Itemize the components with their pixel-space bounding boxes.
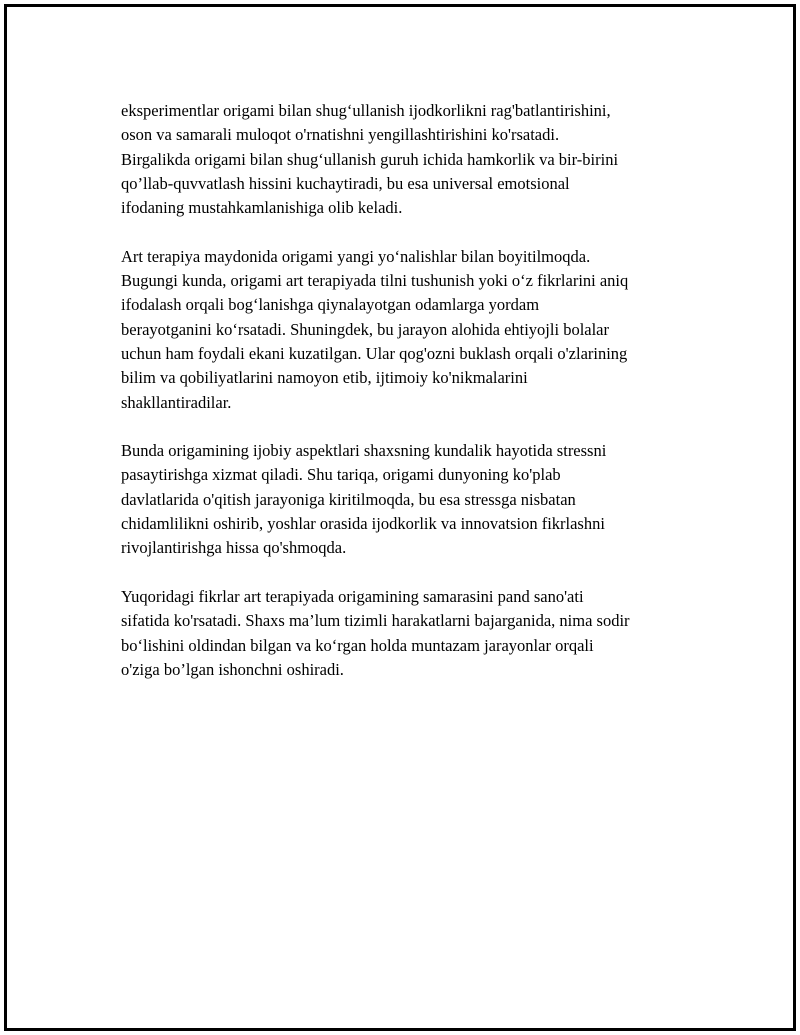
- text-line: ifodaning mustahkamlanishiga olib keladi.: [121, 198, 403, 218]
- text-line: berayotganini ko‘rsatadi. Shuningdek, bu jarayon alohida ehtiyojli bolalar: [121, 319, 609, 339]
- paragraph-2: [121, 245, 681, 415]
- paragraph-1: [121, 99, 681, 220]
- text-line: Birgalikda origami bilan shug‘ullanish guruh ichida hamkorlik va bir-birini: [121, 149, 619, 169]
- text-line: chidamlilikni oshirib, yoshlar orasida ijodkorlik va innovatsion fikrlashni: [121, 514, 605, 534]
- text-line: rivojlantirishga hissa qo'shmoqda.: [121, 538, 347, 558]
- text-line: eksperimentlar origami bilan shug‘ullanish ijodkorlikni rag'batlantirishini,: [121, 101, 611, 120]
- text-line: oson va samarali muloqot o'rnatishni yengillashtirishini ko'rsatadi.: [121, 125, 560, 145]
- text-line: ifodalash orqali bog‘lanishga qiynalayotgan odamlarga yordam: [121, 295, 540, 315]
- text-line: Art terapiya maydonida origami yangi yo‘nalishlar bilan boyitilmoqda.: [121, 246, 591, 266]
- text-line: bilim va qobiliyatlarini namoyon etib, ijtimoiy ko'nikmalarini: [121, 368, 528, 388]
- text-line: bo‘lishini oldindan bilgan va ko‘rgan holda muntazam jarayonlar orqali: [121, 635, 594, 655]
- text-line: qo’llab-quvvatlash hissini kuchaytiradi, bu esa universal emotsional: [121, 173, 570, 193]
- paragraph-4: [121, 585, 681, 682]
- text-line: o'ziga bo’lgan ishonchni oshiradi.: [121, 659, 344, 679]
- document-body: [121, 99, 681, 706]
- text-line: shakllantiradilar.: [121, 392, 232, 412]
- text-line: uchun ham foydali ekani kuzatilgan. Ular qog'ozni buklash orqali o'zlarining: [121, 343, 628, 363]
- text-line: pasaytirishga xizmat qiladi. Shu tariqa, origami dunyoning ko'plab: [121, 465, 561, 485]
- text-line: davlatlarida o'qitish jarayoniga kiritilmoqda, bu esa stressga nisbatan: [121, 489, 576, 509]
- text-line: Yuqoridagi fikrlar art terapiyada origamining samarasini pand sano'ati: [121, 586, 584, 606]
- page-frame: [4, 4, 796, 1031]
- paragraph-3: [121, 439, 681, 560]
- text-line: sifatida ko'rsatadi. Shaxs ma’lum tizimli harakatlarni bajarganida, nima sodir: [121, 611, 630, 631]
- text-line: Bunda origamining ijobiy aspektlari shaxsning kundalik hayotida stressni: [121, 441, 607, 461]
- text-line: Bugungi kunda, origami art terapiyada tilni tushunish yoki o‘z fikrlarini aniq: [121, 271, 629, 291]
